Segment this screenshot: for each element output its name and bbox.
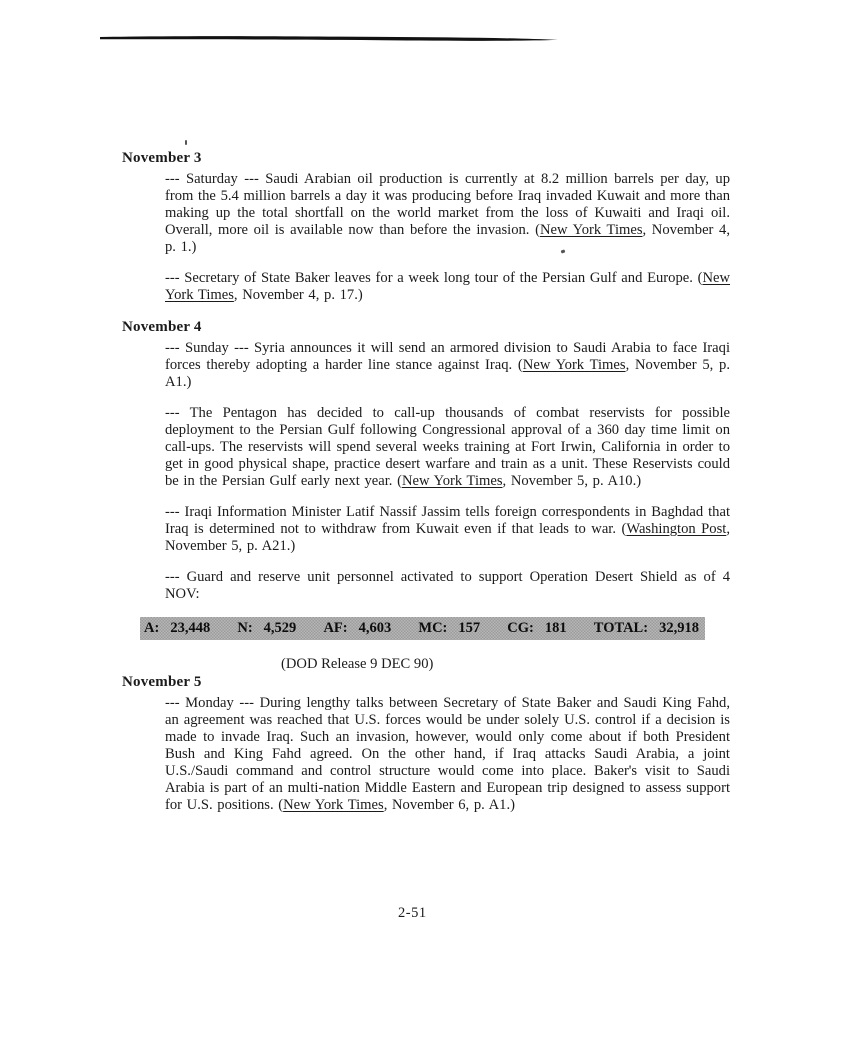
strength-item-army bbox=[144, 620, 210, 637]
strength-item-air-force bbox=[323, 620, 391, 637]
strength-label: TOTAL: bbox=[593, 620, 649, 636]
paragraph-text: --- Sunday --- Syria announces it will send an armored division to Saudi Arabia to face Iraqi forces thereby adopting a harder line stance against Iraq. ( bbox=[165, 340, 730, 373]
strength-item-navy bbox=[237, 620, 296, 637]
strength-item-marine-corps bbox=[418, 620, 480, 637]
strength-label: A: bbox=[144, 620, 160, 636]
citation-source: New York Times bbox=[165, 270, 730, 303]
entry-paragraph bbox=[165, 270, 730, 304]
entry-date-heading-november-5: November 5 bbox=[122, 674, 202, 690]
paragraph-text: --- Secretary of State Baker leaves for a week long tour of the Persian Gulf and Europe. ( bbox=[165, 270, 703, 286]
citation-rest: , November 4, p. 17.) bbox=[233, 287, 363, 303]
paragraph-text: --- Iraqi Information Minister Latif Nassif Jassim tells foreign correspondents in Baghdad that Iraq is determined not to withdraw from Kuwait even if that leads to war. ( bbox=[165, 504, 730, 537]
citation-rest: , November 5, p. A10.) bbox=[502, 473, 642, 489]
entry-paragraph bbox=[165, 695, 730, 814]
strength-value: 157 bbox=[458, 620, 481, 636]
strength-value: 181 bbox=[544, 620, 567, 636]
strength-label: N: bbox=[237, 620, 253, 636]
scan-artifact bbox=[185, 140, 187, 145]
entry-paragraph bbox=[165, 340, 730, 391]
paragraph-text: --- Saturday --- Saudi Arabian oil production is currently at 8.2 million barrels per day, up from the 5.4 million barrels a day it was producing before Iraq invaded Kuwait and more than making up the total shortfall on the world market from the loss of Kuwaiti and Iraqi oil. Overall, more oil is available now than before the invasion. ( bbox=[165, 171, 730, 238]
dod-release-note: (DOD Release 9 DEC 90) bbox=[281, 656, 434, 672]
citation-source: New York Times bbox=[539, 222, 643, 238]
paragraph-text: --- Monday --- During lengthy talks between Secretary of State Baker and Saudi King Fahd, an agreement was reached that U.S. forces would be under solely U.S. control if a decision is made to invade Iraq. Such an invasion, however, would only come about if both President Bush and King Fahd agreed. On the other hand, if Iraq attacks Saudi Arabia, a joint U.S./Saudi command and control structure would come into place. Baker's visit to Saudi Arabia is part of an multi-nation Middle Eastern and European trip designed to assess support for U.S. positions. ( bbox=[165, 695, 730, 813]
paragraph-text: --- The Pentagon has decided to call-up thousands of combat reservists for possible deployment to the Persian Gulf following Congressional approval of a 360 day time limit on call-ups. The reservists will spend several weeks training at Fort Irwin, California in order to get in good physical shape, practice desert warfare and train as a unit. These Reservists could be in the Persian Gulf early next year. ( bbox=[165, 405, 730, 489]
strength-item-coast-guard bbox=[507, 620, 566, 637]
entry-paragraph bbox=[165, 171, 730, 256]
strength-label: AF: bbox=[323, 620, 348, 636]
scan-rule-line bbox=[100, 33, 558, 45]
entry-date-heading-november-4: November 4 bbox=[122, 319, 202, 335]
strength-item-total bbox=[594, 620, 699, 637]
citation-source: New York Times bbox=[522, 357, 626, 373]
strength-value: 4,529 bbox=[263, 620, 297, 636]
citation-source: Washington Post bbox=[626, 521, 727, 537]
citation-rest: , November 5, p. A21.) bbox=[165, 521, 730, 554]
citation-rest: , November 5, p. A1.) bbox=[165, 357, 731, 390]
page-number: 2-51 bbox=[398, 905, 427, 921]
strength-label: MC: bbox=[418, 620, 448, 636]
citation-rest: , November 6, p. A1.) bbox=[383, 797, 515, 813]
entry-date-heading-november-3: November 3 bbox=[122, 150, 202, 166]
strength-value: 32,918 bbox=[659, 620, 699, 636]
entry-paragraph bbox=[165, 504, 730, 555]
chronology-content bbox=[122, 149, 730, 828]
citation-source: New York Times bbox=[401, 473, 503, 489]
troop-strength-bar bbox=[140, 617, 705, 640]
strength-value: 23,448 bbox=[170, 620, 211, 636]
strength-label: CG: bbox=[507, 620, 534, 636]
paragraph-text: --- Guard and reserve unit personnel activated to support Operation Desert Shield as of 4 NOV: bbox=[165, 569, 730, 602]
strength-value: 4,603 bbox=[358, 620, 392, 636]
entry-paragraph bbox=[165, 569, 730, 603]
citation-rest: , November 4, p. 1.) bbox=[165, 222, 730, 255]
entry-paragraph bbox=[165, 405, 730, 490]
citation-source: New York Times bbox=[283, 797, 384, 813]
